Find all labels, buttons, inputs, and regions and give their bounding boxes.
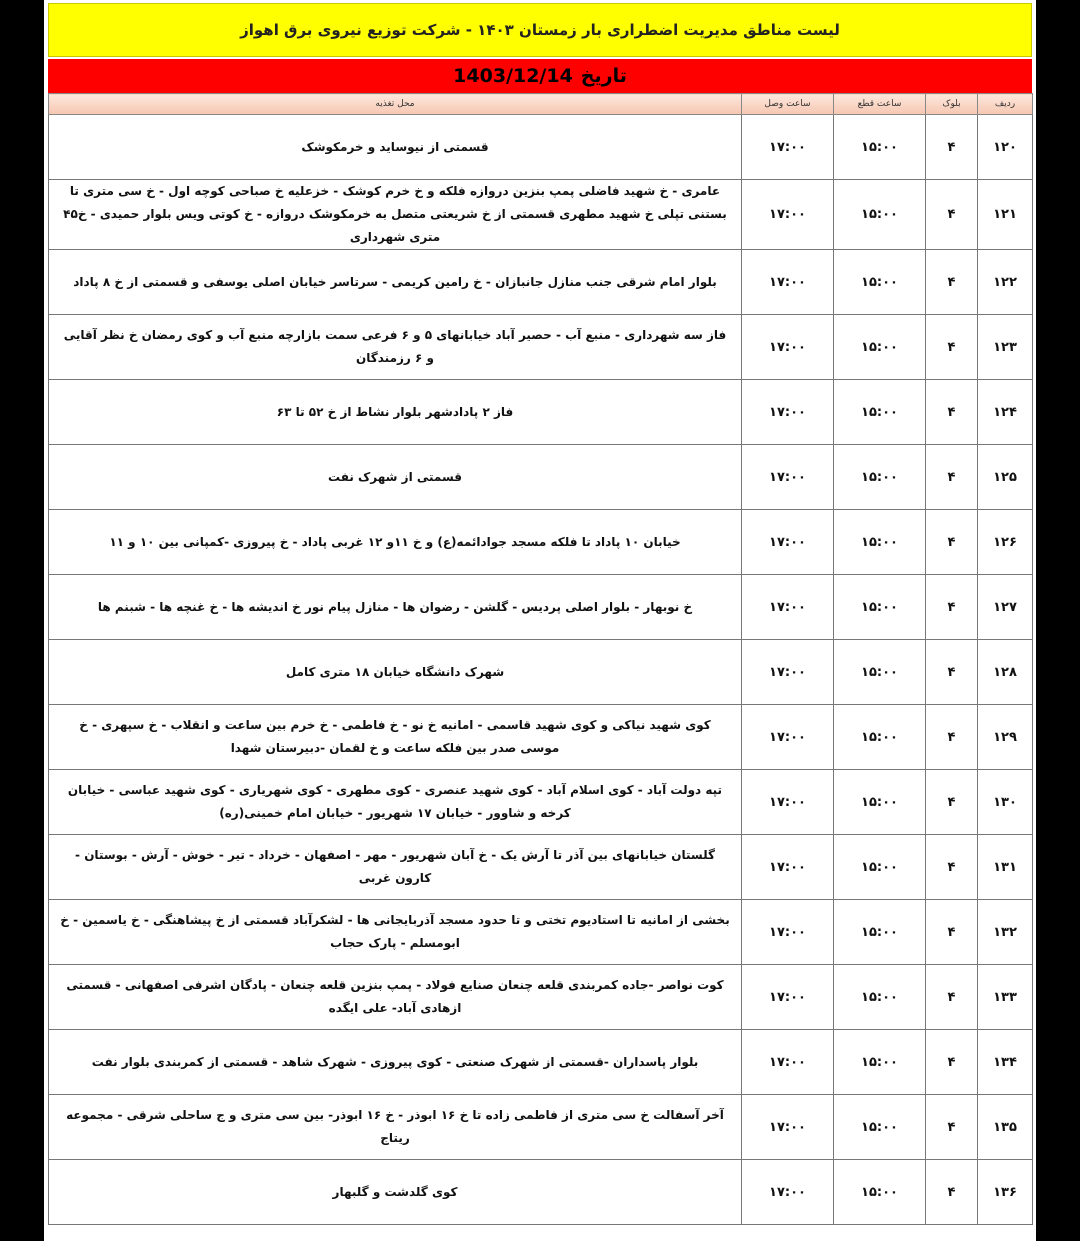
location-cell: تپه دولت آباد - کوی اسلام آباد - کوی شهید عنصری - کوی مطهری - کوی شهریاری - کوی شهید عباسی - خیابان کرخه و شاوور - خیابان ۱۷ شهریور - خیابان امام خمینی(ره) [49, 770, 742, 835]
row-number-cell: ۱۲۸ [978, 640, 1033, 705]
block-cell: ۴ [926, 380, 978, 445]
cut-time-cell: ۱۵:۰۰ [834, 180, 926, 250]
table-row [49, 250, 1033, 315]
location-cell: بلوار امام شرقی جنب منازل جانبازان - خ رامین کریمی - سرتاسر خیابان اصلی یوسفی و قسمتی از خ ۸ پاداد [49, 250, 742, 315]
block-cell: ۴ [926, 705, 978, 770]
table-row [49, 180, 1033, 250]
cut-time-cell: ۱۵:۰۰ [834, 1095, 926, 1160]
cut-time-cell: ۱۵:۰۰ [834, 705, 926, 770]
table-body [49, 115, 1033, 1225]
document-title: لیست مناطق مدیریت اضطراری بار زمستان ۱۴۰۳ - شرکت توزیع نیروی برق اهواز [48, 3, 1032, 57]
table-row [49, 1095, 1033, 1160]
connect-time-cell: ۱۷:۰۰ [742, 770, 834, 835]
table-row [49, 315, 1033, 380]
table-row [49, 575, 1033, 640]
cut-time-cell: ۱۵:۰۰ [834, 315, 926, 380]
table-row [49, 835, 1033, 900]
table-header-row [49, 94, 1033, 115]
block-cell: ۴ [926, 575, 978, 640]
location-cell: کوی گلدشت و گلبهار [49, 1160, 742, 1225]
cut-time-cell: ۱۵:۰۰ [834, 445, 926, 510]
table-row [49, 1030, 1033, 1095]
cut-time-cell: ۱۵:۰۰ [834, 1030, 926, 1095]
date-banner [48, 59, 1032, 93]
block-cell: ۴ [926, 510, 978, 575]
location-cell: بخشی از امانیه تا استادیوم تختی و تا حدود مسجد آذربایجانی ها - لشکرآباد قسمتی از خ پیشاهنگی - خ یاسمین - خ ابومسلم - پارک حجاب [49, 900, 742, 965]
location-cell: فاز ۲ پادادشهر بلوار نشاط از خ ۵۲ تا ۶۳ [49, 380, 742, 445]
row-number-cell: ۱۲۲ [978, 250, 1033, 315]
connect-time-cell: ۱۷:۰۰ [742, 1160, 834, 1225]
row-number-cell: ۱۲۴ [978, 380, 1033, 445]
connect-time-cell: ۱۷:۰۰ [742, 115, 834, 180]
location-cell: عامری - خ شهید فاضلی پمپ بنزین دروازه فلکه و خ خرم کوشک - خزعلیه خ صباحی کوچه اول - خ سی متری تا بستنی تپلی خ شهید مطهری قسمتی از خ شریعتی متصل به خرمکوشک دروازه - خ کوتی ویس بلوار حمیدی - خ۴۵ متری شهرداری [49, 180, 742, 250]
row-number-cell: ۱۳۶ [978, 1160, 1033, 1225]
date-label: تاریخ [580, 65, 627, 87]
block-cell: ۴ [926, 640, 978, 705]
connect-time-cell: ۱۷:۰۰ [742, 510, 834, 575]
block-cell: ۴ [926, 1095, 978, 1160]
schedule-table [48, 93, 1033, 1225]
cut-time-cell: ۱۵:۰۰ [834, 900, 926, 965]
row-number-cell: ۱۲۱ [978, 180, 1033, 250]
connect-time-cell: ۱۷:۰۰ [742, 900, 834, 965]
connect-time-cell: ۱۷:۰۰ [742, 250, 834, 315]
row-number-cell: ۱۲۵ [978, 445, 1033, 510]
row-number-cell: ۱۳۱ [978, 835, 1033, 900]
location-cell: کوی شهید نیاکی و کوی شهید قاسمی - امانیه خ نو - خ فاطمی - خ خرم بین ساعت و انقلاب - خ سپهری - خ موسی صدر بین فلکه ساعت و خ لقمان -دبیرستان شهدا [49, 705, 742, 770]
row-number-cell: ۱۲۳ [978, 315, 1033, 380]
block-cell: ۴ [926, 1030, 978, 1095]
block-cell: ۴ [926, 115, 978, 180]
connect-time-cell: ۱۷:۰۰ [742, 1095, 834, 1160]
cut-time-cell: ۱۵:۰۰ [834, 640, 926, 705]
connect-time-cell: ۱۷:۰۰ [742, 965, 834, 1030]
block-cell: ۴ [926, 250, 978, 315]
cut-time-cell: ۱۵:۰۰ [834, 115, 926, 180]
cut-time-cell: ۱۵:۰۰ [834, 575, 926, 640]
cut-time-cell: ۱۵:۰۰ [834, 380, 926, 445]
header-block: بلوک [926, 94, 978, 115]
location-cell: کوت نواصر -جاده کمربندی قلعه چنعان صنایع فولاد - پمپ بنزین قلعه چنعان - پادگان اشرفی اصفهانی - قسمتی ازهادی آباد- علی ایگده [49, 965, 742, 1030]
cut-time-cell: ۱۵:۰۰ [834, 250, 926, 315]
row-number-cell: ۱۳۳ [978, 965, 1033, 1030]
table-row [49, 640, 1033, 705]
location-cell: گلستان خیابانهای بین آذر تا آرش یک - خ آبان شهریور - مهر - اصفهان - خرداد - تیر - خوش - آرش - بوستان - کارون غربی [49, 835, 742, 900]
table-row [49, 770, 1033, 835]
block-cell: ۴ [926, 770, 978, 835]
header-row-number: ردیف [978, 94, 1033, 115]
table-row [49, 705, 1033, 770]
row-number-cell: ۱۲۹ [978, 705, 1033, 770]
connect-time-cell: ۱۷:۰۰ [742, 705, 834, 770]
row-number-cell: ۱۲۷ [978, 575, 1033, 640]
location-cell: بلوار پاسداران -قسمتی از شهرک صنعتی - کوی پیروزی - شهرک شاهد - قسمتی از کمربندی بلوار نفت [49, 1030, 742, 1095]
table-row [49, 900, 1033, 965]
block-cell: ۴ [926, 1160, 978, 1225]
block-cell: ۴ [926, 180, 978, 250]
table-row [49, 380, 1033, 445]
location-cell: شهرک دانشگاه خیابان ۱۸ متری کامل [49, 640, 742, 705]
row-number-cell: ۱۲۶ [978, 510, 1033, 575]
connect-time-cell: ۱۷:۰۰ [742, 575, 834, 640]
location-cell: فاز سه شهرداری - منبع آب - حصیر آباد خیابانهای ۵ و ۶ فرعی سمت بازارچه منبع آب و کوی رمضان خ نظر آقایی و ۶ رزمندگان [49, 315, 742, 380]
table-row [49, 965, 1033, 1030]
location-cell: خیابان ۱۰ پاداد تا فلکه مسجد جوادائمه(ع) و خ ۱۱و ۱۲ غربی پاداد - خ پیروزی -کمپانی بین ۱۰ و ۱۱ [49, 510, 742, 575]
connect-time-cell: ۱۷:۰۰ [742, 640, 834, 705]
document-sheet [44, 0, 1036, 1241]
header-location: محل تغذیه [49, 94, 742, 115]
location-cell: آخر آسفالت خ سی متری از فاطمی زاده تا خ ۱۶ ابوذر - خ ۱۶ ابوذر- بین سی متری و ج ساحلی شرقی - مجموعه ریتاج [49, 1095, 742, 1160]
block-cell: ۴ [926, 900, 978, 965]
connect-time-cell: ۱۷:۰۰ [742, 1030, 834, 1095]
header-connect-time: ساعت وصل [742, 94, 834, 115]
date-value: 1403/12/14 [453, 65, 573, 87]
connect-time-cell: ۱۷:۰۰ [742, 180, 834, 250]
table-row [49, 445, 1033, 510]
table-row [49, 510, 1033, 575]
cut-time-cell: ۱۵:۰۰ [834, 510, 926, 575]
table-row [49, 1160, 1033, 1225]
connect-time-cell: ۱۷:۰۰ [742, 445, 834, 510]
header-cut-time: ساعت قطع [834, 94, 926, 115]
row-number-cell: ۱۳۰ [978, 770, 1033, 835]
connect-time-cell: ۱۷:۰۰ [742, 380, 834, 445]
connect-time-cell: ۱۷:۰۰ [742, 315, 834, 380]
cut-time-cell: ۱۵:۰۰ [834, 965, 926, 1030]
row-number-cell: ۱۳۲ [978, 900, 1033, 965]
block-cell: ۴ [926, 965, 978, 1030]
block-cell: ۴ [926, 315, 978, 380]
table-row [49, 115, 1033, 180]
block-cell: ۴ [926, 835, 978, 900]
row-number-cell: ۱۲۰ [978, 115, 1033, 180]
connect-time-cell: ۱۷:۰۰ [742, 835, 834, 900]
block-cell: ۴ [926, 445, 978, 510]
row-number-cell: ۱۳۴ [978, 1030, 1033, 1095]
row-number-cell: ۱۳۵ [978, 1095, 1033, 1160]
location-cell: قسمتی از نیوساید و خرمکوشک [49, 115, 742, 180]
cut-time-cell: ۱۵:۰۰ [834, 1160, 926, 1225]
cut-time-cell: ۱۵:۰۰ [834, 835, 926, 900]
location-cell: خ نوبهار - بلوار اصلی پردیس - گلشن - رضوان ها - منازل پیام نور خ اندیشه ها - خ غنچه ها - شبنم ها [49, 575, 742, 640]
cut-time-cell: ۱۵:۰۰ [834, 770, 926, 835]
location-cell: قسمتی از شهرک نفت [49, 445, 742, 510]
